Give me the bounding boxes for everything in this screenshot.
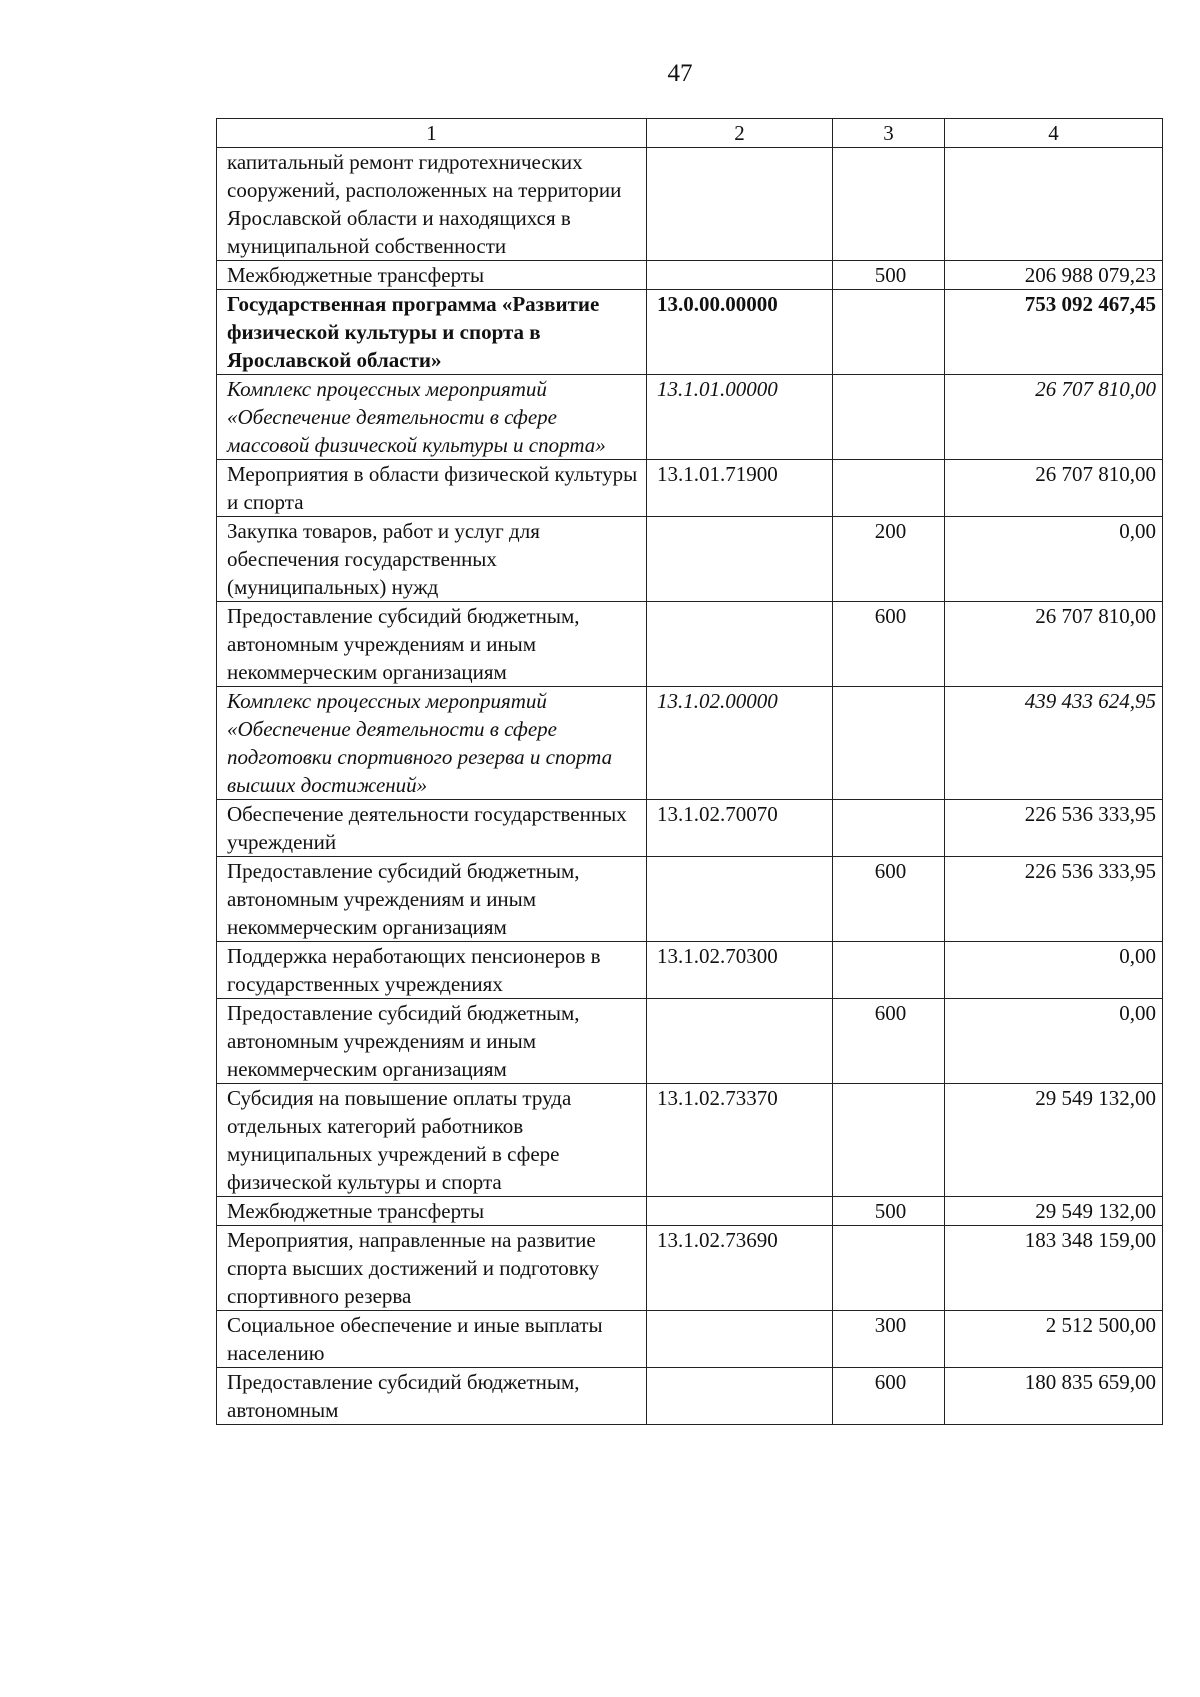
row-code-cell — [647, 857, 833, 942]
row-code-cell: 13.1.01.71900 — [647, 460, 833, 517]
row-code-cell: 13.1.02.00000 — [647, 687, 833, 800]
row-type-cell — [833, 942, 945, 999]
row-code-cell — [647, 602, 833, 687]
row-amount-cell: 0,00 — [945, 942, 1163, 999]
row-name-cell: Предоставление субсидий бюджетным, автономным учреждениям и иным некоммерческим организациям — [217, 999, 647, 1084]
row-type-cell — [833, 460, 945, 517]
row-amount-cell: 439 433 624,95 — [945, 687, 1163, 800]
row-amount-cell: 753 092 467,45 — [945, 290, 1163, 375]
table-row — [217, 148, 1163, 261]
row-name-cell: Социальное обеспечение и иные выплаты населению — [217, 1311, 647, 1368]
row-type-cell: 200 — [833, 517, 945, 602]
row-code-cell: 13.1.02.70070 — [647, 800, 833, 857]
row-type-cell — [833, 375, 945, 460]
row-code-cell — [647, 148, 833, 261]
row-amount-cell: 29 549 132,00 — [945, 1197, 1163, 1226]
table-body — [217, 148, 1163, 1425]
table-row — [217, 942, 1163, 999]
row-amount-cell: 26 707 810,00 — [945, 602, 1163, 687]
column-header-4: 4 — [945, 119, 1163, 148]
row-name-cell: Государственная программа «Развитие физической культуры и спорта в Ярославской области» — [217, 290, 647, 375]
page-number: 47 — [667, 60, 693, 87]
row-name-cell: Предоставление субсидий бюджетным, автономным — [217, 1368, 647, 1425]
column-header-1: 1 — [217, 119, 647, 148]
row-type-cell: 600 — [833, 602, 945, 687]
table-row — [217, 857, 1163, 942]
table-row — [217, 1368, 1163, 1425]
row-type-cell: 500 — [833, 261, 945, 290]
row-code-cell — [647, 999, 833, 1084]
row-amount-cell: 0,00 — [945, 999, 1163, 1084]
table-row — [217, 1084, 1163, 1197]
table-row — [217, 602, 1163, 687]
column-header-3: 3 — [833, 119, 945, 148]
row-name-cell: Мероприятия в области физической культуры и спорта — [217, 460, 647, 517]
table-row — [217, 687, 1163, 800]
table-header-row — [217, 119, 1163, 148]
row-amount-cell: 226 536 333,95 — [945, 800, 1163, 857]
table-row — [217, 1226, 1163, 1311]
row-type-cell: 600 — [833, 857, 945, 942]
row-code-cell: 13.1.02.70300 — [647, 942, 833, 999]
column-header-2: 2 — [647, 119, 833, 148]
row-code-cell — [647, 1311, 833, 1368]
row-name-cell: Межбюджетные трансферты — [217, 1197, 647, 1226]
row-amount-cell — [945, 148, 1163, 261]
table-row — [217, 290, 1163, 375]
row-amount-cell: 26 707 810,00 — [945, 375, 1163, 460]
budget-table — [216, 118, 1163, 1425]
table-row — [217, 999, 1163, 1084]
row-amount-cell: 183 348 159,00 — [945, 1226, 1163, 1311]
row-type-cell: 300 — [833, 1311, 945, 1368]
row-type-cell: 600 — [833, 1368, 945, 1425]
row-amount-cell: 180 835 659,00 — [945, 1368, 1163, 1425]
row-code-cell — [647, 261, 833, 290]
row-name-cell: Предоставление субсидий бюджетным, автономным учреждениям и иным некоммерческим организациям — [217, 602, 647, 687]
row-name-cell: Комплекс процессных мероприятий «Обеспечение деятельности в сфере подготовки спортивного резерва и спорта высших достижений» — [217, 687, 647, 800]
row-code-cell: 13.1.01.00000 — [647, 375, 833, 460]
table-row — [217, 517, 1163, 602]
row-name-cell: Мероприятия, направленные на развитие спорта высших достижений и подготовку спортивного резерва — [217, 1226, 647, 1311]
table-row — [217, 1197, 1163, 1226]
row-type-cell — [833, 687, 945, 800]
row-name-cell: Поддержка неработающих пенсионеров в государственных учреждениях — [217, 942, 647, 999]
row-name-cell: Межбюджетные трансферты — [217, 261, 647, 290]
row-amount-cell: 226 536 333,95 — [945, 857, 1163, 942]
row-type-cell — [833, 290, 945, 375]
row-amount-cell: 0,00 — [945, 517, 1163, 602]
row-type-cell — [833, 148, 945, 261]
row-amount-cell: 2 512 500,00 — [945, 1311, 1163, 1368]
row-type-cell — [833, 1226, 945, 1311]
table-row — [217, 460, 1163, 517]
row-type-cell — [833, 1084, 945, 1197]
row-type-cell — [833, 800, 945, 857]
table-row — [217, 1311, 1163, 1368]
row-amount-cell: 206 988 079,23 — [945, 261, 1163, 290]
table-row — [217, 261, 1163, 290]
row-amount-cell: 29 549 132,00 — [945, 1084, 1163, 1197]
row-code-cell — [647, 517, 833, 602]
row-name-cell: Закупка товаров, работ и услуг для обеспечения государственных (муниципальных) нужд — [217, 517, 647, 602]
row-code-cell: 13.1.02.73690 — [647, 1226, 833, 1311]
row-name-cell: Обеспечение деятельности государственных учреждений — [217, 800, 647, 857]
table-row — [217, 800, 1163, 857]
row-code-cell — [647, 1368, 833, 1425]
row-code-cell: 13.0.00.00000 — [647, 290, 833, 375]
row-name-cell: капитальный ремонт гидротехнических сооружений, расположенных на территории Ярославской области и находящихся в муниципальной собственности — [217, 148, 647, 261]
row-type-cell: 600 — [833, 999, 945, 1084]
row-code-cell: 13.1.02.73370 — [647, 1084, 833, 1197]
row-name-cell: Предоставление субсидий бюджетным, автономным учреждениям и иным некоммерческим организациям — [217, 857, 647, 942]
table-row — [217, 375, 1163, 460]
row-amount-cell: 26 707 810,00 — [945, 460, 1163, 517]
row-type-cell: 500 — [833, 1197, 945, 1226]
row-code-cell — [647, 1197, 833, 1226]
row-name-cell: Комплекс процессных мероприятий «Обеспечение деятельности в сфере массовой физической культуры и спорта» — [217, 375, 647, 460]
row-name-cell: Субсидия на повышение оплаты труда отдельных категорий работников муниципальных учреждений в сфере физической культуры и спорта — [217, 1084, 647, 1197]
